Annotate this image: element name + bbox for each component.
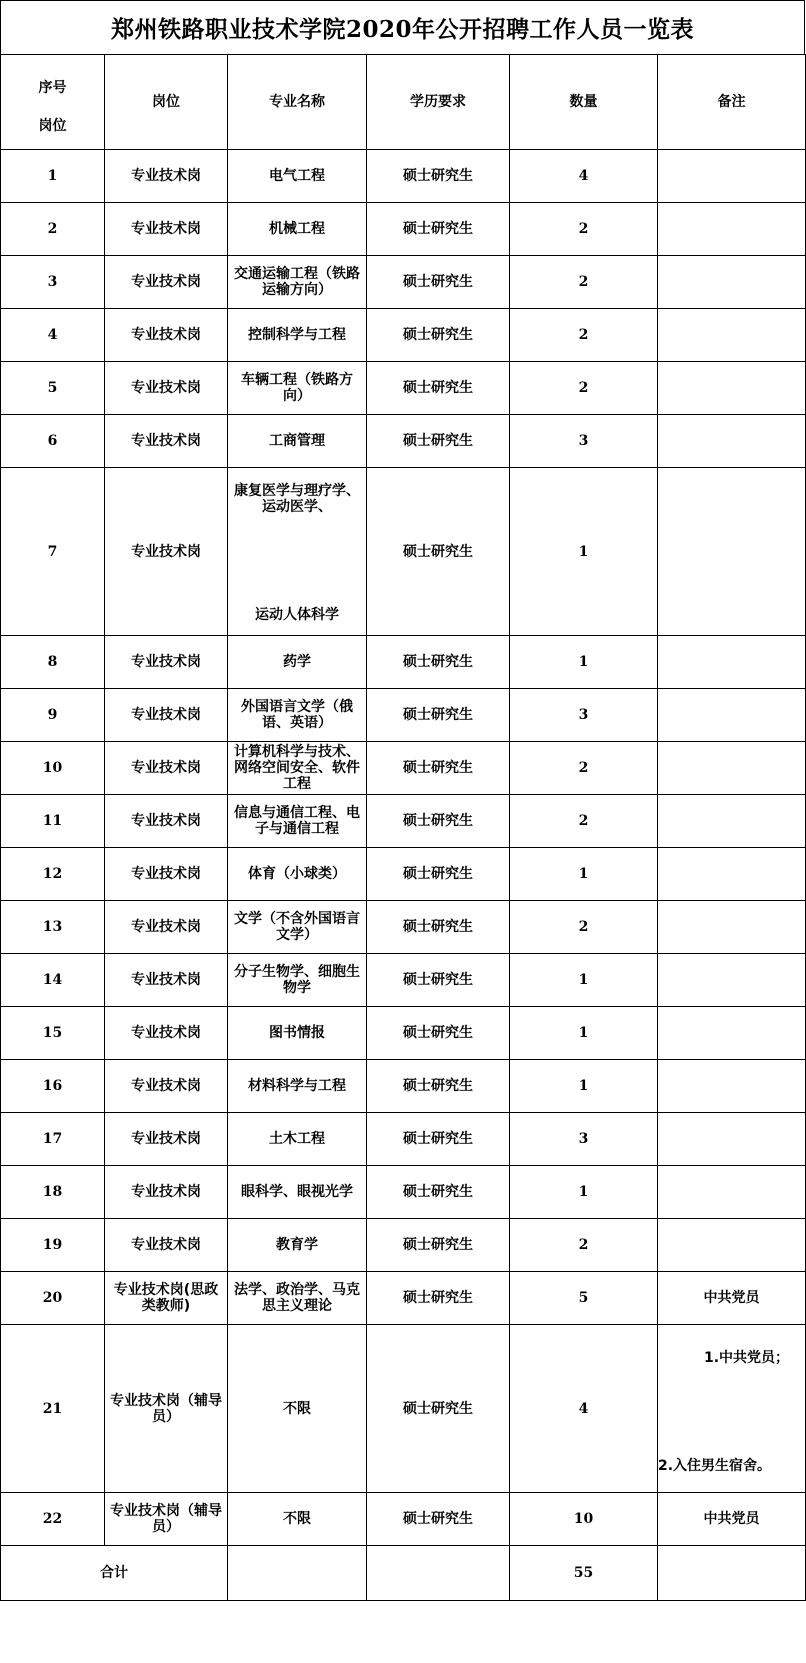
cell-count: 2: [510, 256, 658, 309]
cell-seq: 9: [1, 689, 105, 742]
cell-position: 专业技术岗: [105, 256, 228, 309]
cell-specialty: 控制科学与工程: [228, 309, 367, 362]
table-row: [1, 954, 806, 1007]
cell-education: 硕士研究生: [367, 795, 510, 848]
cell-seq: 2: [1, 203, 105, 256]
cell-specialty: 材料科学与工程: [228, 1060, 367, 1113]
cell-education: 硕士研究生: [367, 309, 510, 362]
table-row: [1, 636, 806, 689]
cell-count: 3: [510, 1113, 658, 1166]
cell-remark: [658, 795, 806, 848]
cell-position: 专业技术岗: [105, 795, 228, 848]
header-seq-bottom: 序号: [38, 80, 67, 96]
cell-count: 2: [510, 795, 658, 848]
cell-specialty: 文学（不含外国语言文学）: [228, 901, 367, 954]
cell-seq: 12: [1, 848, 105, 901]
cell-position: 专业技术岗: [105, 1007, 228, 1060]
cell-education: 硕士研究生: [367, 1007, 510, 1060]
cell-specialty: 土木工程: [228, 1113, 367, 1166]
cell-count: 3: [510, 689, 658, 742]
cell-count: 5: [510, 1272, 658, 1325]
cell-remark: [658, 256, 806, 309]
cell-count: 2: [510, 742, 658, 795]
cell-specialty: 药学: [228, 636, 367, 689]
table-row: [1, 256, 806, 309]
cell-specialty: 不限: [228, 1493, 367, 1546]
cell-remark: [658, 901, 806, 954]
cell-remark: 中共党员: [658, 1493, 806, 1546]
cell-count: 1: [510, 1166, 658, 1219]
total-remark: [658, 1546, 806, 1601]
cell-remark: [658, 150, 806, 203]
cell-position: 专业技术岗: [105, 468, 228, 636]
cell-specialty: [228, 468, 367, 636]
cell-seq: 4: [1, 309, 105, 362]
cell-count: 2: [510, 901, 658, 954]
cell-remark: [658, 1166, 806, 1219]
cell-specialty: 机械工程: [228, 203, 367, 256]
cell-seq: 1: [1, 150, 105, 203]
cell-specialty: 交通运输工程（铁路运输方向）: [228, 256, 367, 309]
cell-count: 1: [510, 468, 658, 636]
table-row: [1, 1007, 806, 1060]
cell-specialty: 工商管理: [228, 415, 367, 468]
cell-position: 专业技术岗: [105, 1219, 228, 1272]
cell-count: 3: [510, 415, 658, 468]
cell-seq: 22: [1, 1493, 105, 1546]
cell-remark: [658, 1007, 806, 1060]
cell-seq: 14: [1, 954, 105, 1007]
cell-count: 10: [510, 1493, 658, 1546]
cell-count: 1: [510, 954, 658, 1007]
recruitment-table: [0, 54, 806, 1601]
cell-education: 硕士研究生: [367, 415, 510, 468]
cell-position: 专业技术岗: [105, 362, 228, 415]
cell-count: 1: [510, 1007, 658, 1060]
cell-education: 硕士研究生: [367, 1493, 510, 1546]
table-row: [1, 742, 806, 795]
cell-seq: 6: [1, 415, 105, 468]
table-title: 郑州铁路职业技术学院2020年公开招聘工作人员一览表: [0, 0, 805, 55]
cell-seq: 3: [1, 256, 105, 309]
table-row: [1, 1060, 806, 1113]
table-row: [1, 1166, 806, 1219]
table-row: [1, 689, 806, 742]
table-row: [1, 1325, 806, 1493]
total-education: [367, 1546, 510, 1601]
table-row: [1, 468, 806, 636]
cell-seq: 19: [1, 1219, 105, 1272]
cell-position: 专业技术岗: [105, 415, 228, 468]
table-row: [1, 1113, 806, 1166]
cell-specialty: 图书情报: [228, 1007, 367, 1060]
cell-position: 专业技术岗(思政类教师): [105, 1272, 228, 1325]
table-row: [1, 1219, 806, 1272]
cell-count: 2: [510, 309, 658, 362]
cell-education: 硕士研究生: [367, 1325, 510, 1493]
cell-specialty: 信息与通信工程、电子与通信工程: [228, 795, 367, 848]
table-row: [1, 150, 806, 203]
cell-seq: 16: [1, 1060, 105, 1113]
cell-specialty: 眼科学、眼视光学: [228, 1166, 367, 1219]
cell-education: 硕士研究生: [367, 203, 510, 256]
cell-specialty: 分子生物学、细胞生物学: [228, 954, 367, 1007]
cell-education: 硕士研究生: [367, 848, 510, 901]
cell-education: 硕士研究生: [367, 150, 510, 203]
cell-education: 硕士研究生: [367, 1219, 510, 1272]
cell-education: 硕士研究生: [367, 256, 510, 309]
cell-specialty: 计算机科学与技术、网络空间安全、软件工程: [228, 742, 367, 795]
table-row: [1, 795, 806, 848]
cell-position: 专业技术岗: [105, 954, 228, 1007]
cell-education: 硕士研究生: [367, 689, 510, 742]
header-seq-top: 岗位: [38, 118, 67, 134]
cell-remark: [658, 1219, 806, 1272]
cell-education: 硕士研究生: [367, 901, 510, 954]
cell-specialty: 外国语言文学（俄语、英语）: [228, 689, 367, 742]
table-row: [1, 362, 806, 415]
cell-position: 专业技术岗: [105, 901, 228, 954]
cell-education: 硕士研究生: [367, 742, 510, 795]
cell-position: 专业技术岗: [105, 636, 228, 689]
table-row: [1, 415, 806, 468]
header-position: 岗位: [105, 55, 228, 150]
cell-specialty: 体育（小球类）: [228, 848, 367, 901]
header-education: 学历要求: [367, 55, 510, 150]
cell-remark: [658, 362, 806, 415]
cell-specialty: 车辆工程（铁路方向）: [228, 362, 367, 415]
cell-seq: 7: [1, 468, 105, 636]
cell-count: 2: [510, 1219, 658, 1272]
cell-remark: [658, 415, 806, 468]
cell-seq: 5: [1, 362, 105, 415]
cell-seq: 21: [1, 1325, 105, 1493]
cell-remark: [658, 468, 806, 636]
cell-seq: 20: [1, 1272, 105, 1325]
table-row: [1, 1272, 806, 1325]
cell-seq: 13: [1, 901, 105, 954]
cell-education: 硕士研究生: [367, 954, 510, 1007]
cell-specialty: 电气工程: [228, 150, 367, 203]
cell-remark-bottom: 2.入住男生宿舍。: [658, 1457, 772, 1474]
cell-seq: 11: [1, 795, 105, 848]
cell-position: 专业技术岗: [105, 150, 228, 203]
cell-remark: [658, 954, 806, 1007]
cell-education: 硕士研究生: [367, 362, 510, 415]
table-row: [1, 309, 806, 362]
total-row: [1, 1546, 806, 1601]
cell-remark: [658, 848, 806, 901]
cell-remark: 中共党员: [658, 1272, 806, 1325]
cell-position: 专业技术岗: [105, 848, 228, 901]
header-row: [1, 55, 806, 150]
cell-position: 专业技术岗: [105, 1060, 228, 1113]
cell-remark: [658, 689, 806, 742]
header-seq: [1, 55, 105, 150]
cell-count: 4: [510, 150, 658, 203]
cell-count: 1: [510, 848, 658, 901]
table-row: [1, 901, 806, 954]
cell-position: 专业技术岗（辅导员）: [105, 1493, 228, 1546]
total-specialty: [228, 1546, 367, 1601]
cell-position: 专业技术岗: [105, 1166, 228, 1219]
cell-education: 硕士研究生: [367, 636, 510, 689]
cell-remark: [658, 742, 806, 795]
cell-position: 专业技术岗: [105, 203, 228, 256]
total-count: 55: [510, 1546, 658, 1601]
cell-count: 1: [510, 636, 658, 689]
cell-specialty: 教育学: [228, 1219, 367, 1272]
cell-education: 硕士研究生: [367, 1166, 510, 1219]
cell-education: 硕士研究生: [367, 1113, 510, 1166]
cell-count: 1: [510, 1060, 658, 1113]
cell-specialty-bottom: 运动人体科学: [255, 606, 339, 623]
cell-position: 专业技术岗: [105, 1113, 228, 1166]
cell-education: 硕士研究生: [367, 1272, 510, 1325]
cell-seq: 8: [1, 636, 105, 689]
cell-specialty: 法学、政治学、马克思主义理论: [228, 1272, 367, 1325]
table-row: [1, 848, 806, 901]
cell-seq: 10: [1, 742, 105, 795]
total-label: 合计: [1, 1546, 228, 1601]
cell-specialty-top: 康复医学与理疗学、运动医学、: [234, 482, 360, 515]
cell-specialty: 不限: [228, 1325, 367, 1493]
cell-education: 硕士研究生: [367, 1060, 510, 1113]
cell-remark: [658, 1113, 806, 1166]
cell-position: 专业技术岗（辅导员）: [105, 1325, 228, 1493]
cell-position: 专业技术岗: [105, 689, 228, 742]
cell-remark-top: 1.中共党员；: [703, 1349, 790, 1366]
cell-position: 专业技术岗: [105, 742, 228, 795]
header-count: 数量: [510, 55, 658, 150]
cell-count: 4: [510, 1325, 658, 1493]
cell-remark: [658, 309, 806, 362]
cell-remark: [658, 1325, 806, 1493]
table-row: [1, 1493, 806, 1546]
cell-remark: [658, 203, 806, 256]
cell-count: 2: [510, 362, 658, 415]
header-specialty: 专业名称: [228, 55, 367, 150]
cell-position: 专业技术岗: [105, 309, 228, 362]
header-remark: 备注: [658, 55, 806, 150]
cell-seq: 17: [1, 1113, 105, 1166]
cell-remark: [658, 636, 806, 689]
cell-seq: 15: [1, 1007, 105, 1060]
cell-count: 2: [510, 203, 658, 256]
cell-seq: 18: [1, 1166, 105, 1219]
cell-remark: [658, 1060, 806, 1113]
table-row: [1, 203, 806, 256]
cell-education: 硕士研究生: [367, 468, 510, 636]
